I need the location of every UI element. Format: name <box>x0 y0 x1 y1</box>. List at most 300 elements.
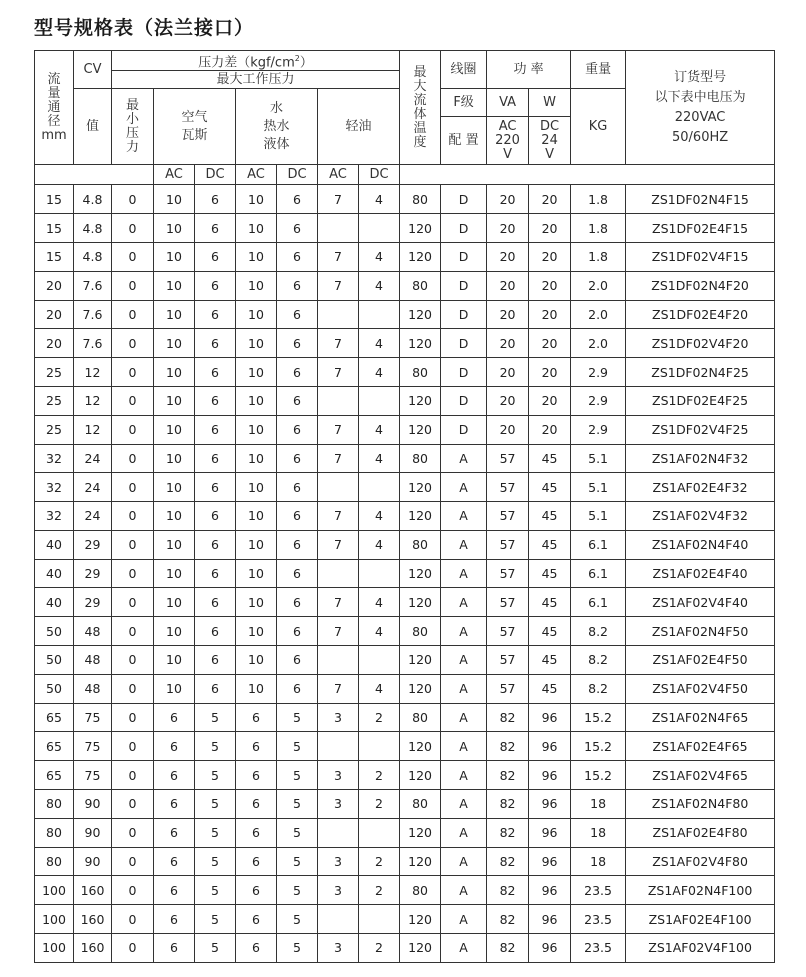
header-air-dc: DC <box>195 165 236 185</box>
cell-coil-config: A <box>441 905 487 934</box>
header-coil: 线圈 <box>441 51 487 89</box>
cell-coil-config: A <box>441 761 487 790</box>
cell-air-dc: 6 <box>195 588 236 617</box>
cell-weight: 6.1 <box>571 559 626 588</box>
cell-min-pressure: 0 <box>112 646 154 675</box>
cell-min-pressure: 0 <box>112 818 154 847</box>
header-water: 水 热水 液体 <box>236 89 318 165</box>
cell-water-dc: 6 <box>277 559 318 588</box>
cell-oil-ac: 7 <box>318 588 359 617</box>
table-row <box>35 876 775 905</box>
cell-order-model: ZS1AF02V4F80 <box>626 847 775 876</box>
cell-coil-config: D <box>441 214 487 243</box>
cell-min-pressure: 0 <box>112 358 154 387</box>
cell-min-pressure: 0 <box>112 761 154 790</box>
cell-water-ac: 10 <box>236 444 277 473</box>
header-pressure-diff: 压力差$(kgf/cm^2)$ <box>112 51 400 71</box>
cell-flow-diameter: 40 <box>35 559 74 588</box>
cell-power-va: 20 <box>487 329 529 358</box>
cell-order-model: ZS1AF02E4F100 <box>626 905 775 934</box>
cell-oil-ac: 3 <box>318 790 359 819</box>
cell-air-dc: 6 <box>195 444 236 473</box>
cell-air-dc: 5 <box>195 818 236 847</box>
cell-order-model: ZS1AF02V4F100 <box>626 934 775 963</box>
cell-coil-config: A <box>441 934 487 963</box>
cell-max-temp: 80 <box>400 703 441 732</box>
cell-air-dc: 6 <box>195 358 236 387</box>
cell-power-va: 57 <box>487 559 529 588</box>
cell-water-dc: 5 <box>277 703 318 732</box>
cell-oil-dc <box>359 473 400 502</box>
cell-weight: 6.1 <box>571 530 626 559</box>
cell-power-w: 20 <box>529 271 571 300</box>
cell-water-ac: 10 <box>236 271 277 300</box>
cell-water-ac: 10 <box>236 473 277 502</box>
cell-weight: 23.5 <box>571 876 626 905</box>
table-row <box>35 646 775 675</box>
cell-air-ac: 6 <box>154 905 195 934</box>
table-row <box>35 214 775 243</box>
cell-flow-diameter: 100 <box>35 905 74 934</box>
cell-air-ac: 10 <box>154 415 195 444</box>
cell-min-pressure: 0 <box>112 386 154 415</box>
cell-power-w: 96 <box>529 703 571 732</box>
table-row <box>35 934 775 963</box>
cell-air-dc: 6 <box>195 242 236 271</box>
cell-min-pressure: 0 <box>112 732 154 761</box>
cell-order-model: ZS1AF02E4F40 <box>626 559 775 588</box>
cell-power-w: 45 <box>529 674 571 703</box>
cell-order-model: ZS1DF02V4F25 <box>626 415 775 444</box>
cell-flow-diameter: 25 <box>35 415 74 444</box>
cell-water-dc: 6 <box>277 502 318 531</box>
cell-order-model: ZS1DF02V4F20 <box>626 329 775 358</box>
cell-max-temp: 80 <box>400 876 441 905</box>
cell-order-model: ZS1AF02V4F40 <box>626 588 775 617</box>
cell-cv: 75 <box>74 703 112 732</box>
cell-flow-diameter: 50 <box>35 646 74 675</box>
cell-oil-dc <box>359 559 400 588</box>
cell-cv: 48 <box>74 646 112 675</box>
cell-max-temp: 120 <box>400 818 441 847</box>
cell-oil-dc <box>359 646 400 675</box>
cell-water-ac: 10 <box>236 646 277 675</box>
cell-cv: 48 <box>74 617 112 646</box>
cell-power-w: 96 <box>529 790 571 819</box>
header-light-oil: 轻油 <box>318 89 400 165</box>
cell-flow-diameter: 100 <box>35 934 74 963</box>
header-max-working-pressure: 最大工作压力 <box>112 71 400 89</box>
cell-water-ac: 6 <box>236 703 277 732</box>
cell-min-pressure: 0 <box>112 617 154 646</box>
cell-weight: 5.1 <box>571 502 626 531</box>
cell-water-dc: 6 <box>277 473 318 502</box>
cell-order-model: ZS1AF02V4F50 <box>626 674 775 703</box>
cell-max-temp: 120 <box>400 761 441 790</box>
cell-flow-diameter: 32 <box>35 502 74 531</box>
cell-cv: 7.6 <box>74 271 112 300</box>
cell-flow-diameter: 40 <box>35 588 74 617</box>
cell-weight: 2.9 <box>571 415 626 444</box>
cell-power-va: 57 <box>487 646 529 675</box>
cell-air-dc: 5 <box>195 847 236 876</box>
cell-cv: 7.6 <box>74 300 112 329</box>
cell-power-w: 20 <box>529 300 571 329</box>
cell-cv: 160 <box>74 876 112 905</box>
cell-water-dc: 6 <box>277 415 318 444</box>
cell-power-va: 82 <box>487 934 529 963</box>
cell-power-va: 57 <box>487 473 529 502</box>
table-row <box>35 444 775 473</box>
cell-air-dc: 5 <box>195 703 236 732</box>
cell-flow-diameter: 80 <box>35 818 74 847</box>
cell-coil-config: A <box>441 444 487 473</box>
cell-coil-config: D <box>441 300 487 329</box>
table-row <box>35 588 775 617</box>
cell-coil-config: D <box>441 242 487 271</box>
cell-oil-dc: 2 <box>359 934 400 963</box>
header-spacer <box>35 165 154 185</box>
cell-air-ac: 6 <box>154 761 195 790</box>
cell-coil-config: A <box>441 502 487 531</box>
cell-order-model: ZS1DF02E4F25 <box>626 386 775 415</box>
cell-order-model: ZS1AF02E4F65 <box>626 732 775 761</box>
cell-max-temp: 120 <box>400 386 441 415</box>
cell-power-va: 20 <box>487 242 529 271</box>
cell-cv: 29 <box>74 588 112 617</box>
cell-weight: 2.0 <box>571 329 626 358</box>
cell-flow-diameter: 65 <box>35 732 74 761</box>
cell-water-dc: 6 <box>277 674 318 703</box>
cell-max-temp: 120 <box>400 847 441 876</box>
cell-air-ac: 10 <box>154 617 195 646</box>
cell-oil-ac <box>318 905 359 934</box>
cell-oil-ac: 7 <box>318 185 359 214</box>
table-row <box>35 761 775 790</box>
cell-power-va: 20 <box>487 415 529 444</box>
cell-weight: 23.5 <box>571 934 626 963</box>
cell-water-ac: 6 <box>236 876 277 905</box>
cell-max-temp: 80 <box>400 790 441 819</box>
header-weight: 重量 <box>571 51 626 89</box>
cell-water-dc: 6 <box>277 530 318 559</box>
cell-oil-dc: 4 <box>359 617 400 646</box>
cell-water-ac: 6 <box>236 790 277 819</box>
cell-order-model: ZS1DF02N4F15 <box>626 185 775 214</box>
cell-coil-config: D <box>441 358 487 387</box>
cell-power-w: 20 <box>529 185 571 214</box>
cell-flow-diameter: 65 <box>35 703 74 732</box>
cell-air-dc: 5 <box>195 732 236 761</box>
header-water-dc: DC <box>277 165 318 185</box>
cell-max-temp: 120 <box>400 329 441 358</box>
cell-cv: 90 <box>74 790 112 819</box>
cell-weight: 6.1 <box>571 588 626 617</box>
spec-table <box>34 50 775 963</box>
cell-power-w: 96 <box>529 818 571 847</box>
cell-weight: 23.5 <box>571 905 626 934</box>
cell-power-w: 96 <box>529 732 571 761</box>
cell-order-model: ZS1AF02E4F32 <box>626 473 775 502</box>
cell-water-ac: 10 <box>236 358 277 387</box>
cell-air-dc: 6 <box>195 329 236 358</box>
cell-oil-ac: 7 <box>318 329 359 358</box>
cell-cv: 90 <box>74 847 112 876</box>
table-row <box>35 242 775 271</box>
cell-oil-ac: 3 <box>318 876 359 905</box>
cell-water-dc: 6 <box>277 242 318 271</box>
cell-oil-dc: 4 <box>359 674 400 703</box>
cell-power-w: 20 <box>529 242 571 271</box>
cell-weight: 18 <box>571 790 626 819</box>
cell-oil-ac: 3 <box>318 703 359 732</box>
cell-order-model: ZS1AF02E4F50 <box>626 646 775 675</box>
cell-min-pressure: 0 <box>112 473 154 502</box>
header-air-gas: 空气 瓦斯 <box>154 89 236 165</box>
cell-air-ac: 10 <box>154 473 195 502</box>
cell-water-ac: 10 <box>236 415 277 444</box>
cell-air-ac: 10 <box>154 559 195 588</box>
cell-cv: 75 <box>74 761 112 790</box>
cell-air-ac: 10 <box>154 646 195 675</box>
cell-power-va: 20 <box>487 386 529 415</box>
cell-power-va: 82 <box>487 761 529 790</box>
cell-coil-config: D <box>441 415 487 444</box>
cell-power-va: 20 <box>487 185 529 214</box>
header-air-ac: AC <box>154 165 195 185</box>
cell-power-w: 45 <box>529 588 571 617</box>
cell-power-va: 82 <box>487 905 529 934</box>
cell-air-dc: 6 <box>195 530 236 559</box>
header-max-fluid-temp: 最 大 流 体 温 度 <box>400 51 441 165</box>
cell-flow-diameter: 50 <box>35 674 74 703</box>
cell-cv: 24 <box>74 502 112 531</box>
cell-air-dc: 6 <box>195 674 236 703</box>
header-spacer-right <box>400 165 775 185</box>
cell-air-ac: 10 <box>154 214 195 243</box>
cell-max-temp: 120 <box>400 502 441 531</box>
cell-oil-dc: 2 <box>359 703 400 732</box>
cell-oil-dc <box>359 300 400 329</box>
cell-min-pressure: 0 <box>112 444 154 473</box>
cell-air-ac: 10 <box>154 444 195 473</box>
cell-oil-ac: 3 <box>318 847 359 876</box>
cell-air-ac: 6 <box>154 847 195 876</box>
cell-coil-config: D <box>441 386 487 415</box>
table-row <box>35 732 775 761</box>
cell-water-ac: 10 <box>236 559 277 588</box>
cell-flow-diameter: 15 <box>35 242 74 271</box>
cell-weight: 8.2 <box>571 646 626 675</box>
header-dc24v: DC 24 V <box>529 117 571 165</box>
cell-flow-diameter: 32 <box>35 473 74 502</box>
cell-order-model: ZS1DF02E4F20 <box>626 300 775 329</box>
cell-air-ac: 10 <box>154 502 195 531</box>
cell-max-temp: 80 <box>400 444 441 473</box>
cell-water-dc: 5 <box>277 732 318 761</box>
cell-water-ac: 10 <box>236 674 277 703</box>
cell-max-temp: 80 <box>400 185 441 214</box>
cell-oil-ac: 7 <box>318 242 359 271</box>
cell-oil-ac <box>318 214 359 243</box>
page-title: 型号规格表（法兰接口） <box>34 17 255 39</box>
cell-oil-dc <box>359 905 400 934</box>
cell-oil-dc <box>359 386 400 415</box>
table-row <box>35 271 775 300</box>
cell-min-pressure: 0 <box>112 905 154 934</box>
cell-flow-diameter: 100 <box>35 876 74 905</box>
header-water-ac: AC <box>236 165 277 185</box>
cell-order-model: ZS1AF02V4F32 <box>626 502 775 531</box>
cell-flow-diameter: 20 <box>35 271 74 300</box>
cell-power-va: 82 <box>487 703 529 732</box>
cell-coil-config: D <box>441 185 487 214</box>
cell-power-va: 82 <box>487 876 529 905</box>
cell-oil-ac: 7 <box>318 444 359 473</box>
cell-power-w: 20 <box>529 329 571 358</box>
header-va: VA <box>487 89 529 117</box>
cell-order-model: ZS1AF02N4F80 <box>626 790 775 819</box>
cell-water-dc: 6 <box>277 646 318 675</box>
header-w: W <box>529 89 571 117</box>
table-row <box>35 617 775 646</box>
cell-oil-ac: 7 <box>318 617 359 646</box>
cell-air-ac: 6 <box>154 790 195 819</box>
cell-cv: 4.8 <box>74 185 112 214</box>
cell-air-ac: 10 <box>154 530 195 559</box>
cell-cv: 90 <box>74 818 112 847</box>
cell-min-pressure: 0 <box>112 329 154 358</box>
header-f-class: F级 <box>441 89 487 117</box>
cell-air-dc: 6 <box>195 502 236 531</box>
cell-coil-config: A <box>441 790 487 819</box>
table-row <box>35 790 775 819</box>
cell-order-model: ZS1DF02N4F20 <box>626 271 775 300</box>
cell-max-temp: 120 <box>400 732 441 761</box>
cell-cv: 75 <box>74 732 112 761</box>
cell-water-dc: 6 <box>277 444 318 473</box>
table-row <box>35 473 775 502</box>
cell-power-w: 20 <box>529 415 571 444</box>
cell-oil-ac: 7 <box>318 674 359 703</box>
cell-power-va: 57 <box>487 444 529 473</box>
cell-flow-diameter: 65 <box>35 761 74 790</box>
cell-air-dc: 5 <box>195 934 236 963</box>
cell-order-model: ZS1AF02E4F80 <box>626 818 775 847</box>
cell-water-dc: 6 <box>277 214 318 243</box>
cell-max-temp: 80 <box>400 271 441 300</box>
cell-coil-config: A <box>441 530 487 559</box>
cell-water-ac: 10 <box>236 588 277 617</box>
cell-power-w: 96 <box>529 905 571 934</box>
cell-air-dc: 6 <box>195 271 236 300</box>
cell-air-ac: 6 <box>154 934 195 963</box>
cell-power-w: 96 <box>529 847 571 876</box>
cell-oil-ac: 3 <box>318 934 359 963</box>
cell-air-dc: 5 <box>195 761 236 790</box>
cell-oil-ac <box>318 473 359 502</box>
cell-order-model: ZS1AF02N4F65 <box>626 703 775 732</box>
cell-flow-diameter: 25 <box>35 386 74 415</box>
cell-power-va: 57 <box>487 502 529 531</box>
cell-air-dc: 5 <box>195 905 236 934</box>
cell-power-va: 20 <box>487 358 529 387</box>
cell-air-dc: 6 <box>195 185 236 214</box>
cell-power-w: 45 <box>529 473 571 502</box>
cell-weight: 5.1 <box>571 444 626 473</box>
cell-air-dc: 6 <box>195 386 236 415</box>
cell-power-w: 45 <box>529 444 571 473</box>
cell-water-ac: 6 <box>236 761 277 790</box>
cell-water-dc: 5 <box>277 847 318 876</box>
cell-oil-dc: 2 <box>359 790 400 819</box>
cell-oil-ac <box>318 559 359 588</box>
cell-min-pressure: 0 <box>112 214 154 243</box>
header-oil-ac: AC <box>318 165 359 185</box>
cell-oil-dc: 4 <box>359 242 400 271</box>
header-power: 功 率 <box>487 51 571 89</box>
cell-coil-config: A <box>441 732 487 761</box>
cell-power-va: 57 <box>487 674 529 703</box>
cell-water-dc: 6 <box>277 329 318 358</box>
cell-cv: 7.6 <box>74 329 112 358</box>
cell-weight: 2.9 <box>571 358 626 387</box>
cell-oil-dc: 2 <box>359 847 400 876</box>
cell-max-temp: 120 <box>400 214 441 243</box>
cell-power-va: 82 <box>487 790 529 819</box>
cell-coil-config: D <box>441 329 487 358</box>
cell-order-model: ZS1AF02N4F32 <box>626 444 775 473</box>
cell-order-model: ZS1DF02V4F15 <box>626 242 775 271</box>
cell-air-dc: 6 <box>195 473 236 502</box>
cell-oil-dc: 4 <box>359 271 400 300</box>
cell-power-w: 45 <box>529 502 571 531</box>
cell-oil-ac <box>318 732 359 761</box>
cell-air-ac: 6 <box>154 703 195 732</box>
cell-water-dc: 5 <box>277 761 318 790</box>
cell-cv: 29 <box>74 559 112 588</box>
cell-oil-dc: 4 <box>359 502 400 531</box>
table-row <box>35 674 775 703</box>
cell-cv: 29 <box>74 530 112 559</box>
cell-power-w: 45 <box>529 559 571 588</box>
cell-power-w: 45 <box>529 617 571 646</box>
cell-weight: 18 <box>571 818 626 847</box>
cell-cv: 4.8 <box>74 214 112 243</box>
cell-oil-dc: 4 <box>359 530 400 559</box>
cell-power-va: 82 <box>487 732 529 761</box>
cell-air-dc: 5 <box>195 876 236 905</box>
cell-oil-dc: 4 <box>359 415 400 444</box>
table-row <box>35 185 775 214</box>
cell-air-dc: 6 <box>195 559 236 588</box>
table-row <box>35 530 775 559</box>
cell-weight: 2.9 <box>571 386 626 415</box>
cell-weight: 8.2 <box>571 674 626 703</box>
cell-water-ac: 10 <box>236 300 277 329</box>
cell-min-pressure: 0 <box>112 588 154 617</box>
cell-air-ac: 10 <box>154 386 195 415</box>
cell-water-ac: 10 <box>236 617 277 646</box>
cell-water-ac: 10 <box>236 386 277 415</box>
table-body <box>35 185 775 963</box>
cell-order-model: ZS1AF02N4F40 <box>626 530 775 559</box>
cell-order-model: ZS1AF02N4F100 <box>626 876 775 905</box>
cell-max-temp: 120 <box>400 905 441 934</box>
cell-weight: 18 <box>571 847 626 876</box>
header-kg: KG <box>571 89 626 165</box>
cell-water-ac: 10 <box>236 502 277 531</box>
